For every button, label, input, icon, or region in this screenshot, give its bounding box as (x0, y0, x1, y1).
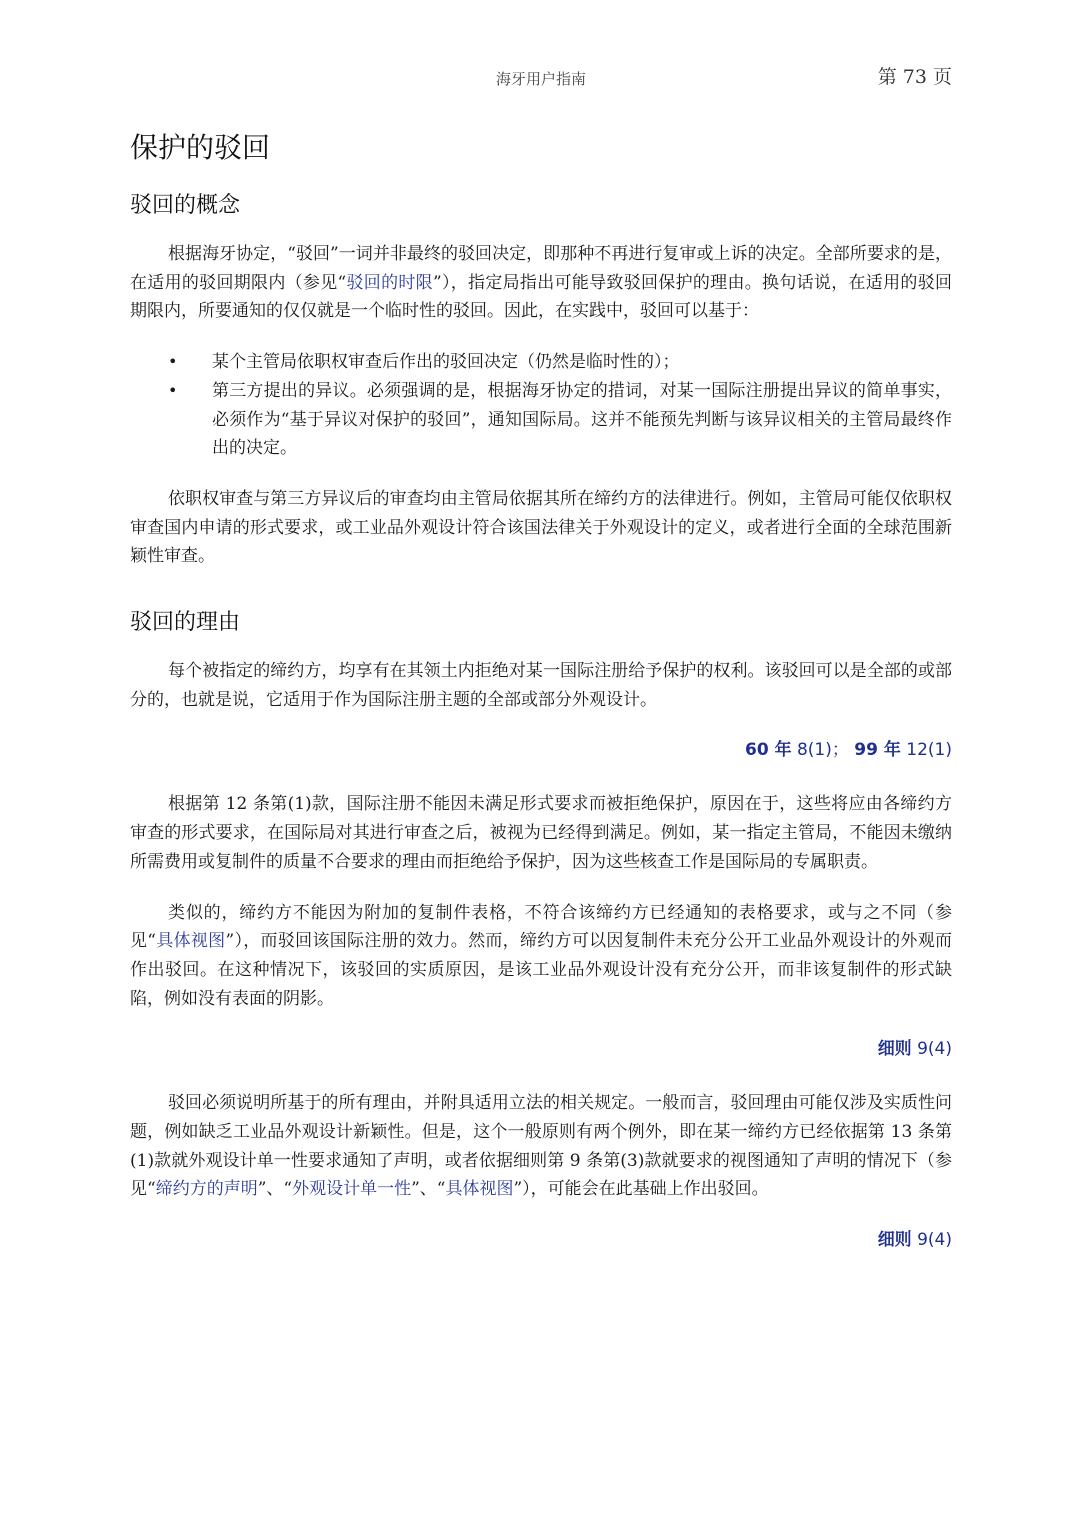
link-unity-of-design[interactable]: 外观设计单一性 (292, 1179, 412, 1200)
ref-text: 9(4) (911, 1230, 952, 1251)
link-declarations-by-contracting-parties[interactable]: 缔约方的声明 (155, 1179, 258, 1200)
grounds-paragraph-1: 每个被指定的缔约方，均享有在其领土内拒绝对某一国际注册给予保护的权利。该驳回可以是全部的或部分的，也就是说，它适用于作为国际注册主题的全部或部分外观设计。 (130, 661, 952, 710)
ref-bold: 细则 (877, 1039, 912, 1060)
list-item (130, 377, 952, 463)
text-run: ”），可能会在此基础上作出驳回。 (513, 1179, 769, 1200)
concept-heading: 驳回的概念 (130, 193, 241, 218)
bullet-icon: • (168, 352, 178, 372)
text-run: 根据海牙协定，“驳回”一词并非最终的驳回决定，即那种不再进行复审或上诉的决定。全部所要求的是，在适用的驳回期限内（参见“ (130, 244, 952, 293)
grounds-heading: 驳回的理由 (130, 610, 241, 636)
grounds-paragraph-3 (130, 899, 952, 1014)
page-content (130, 128, 952, 1280)
running-header (130, 62, 952, 92)
page-number: 第 73 页 (877, 66, 952, 88)
bullet-icon: • (168, 380, 178, 400)
ref-bold: 99 年 (854, 740, 901, 761)
ref-text: 9(4) (911, 1039, 952, 1060)
text-run: ”），指定局指出可能导致驳回保护的理由。换句话说，在适用的驳回期限内，所要通知的仅仅就是一个临时性的驳回。因此，在实践中，驳回可以基于： (130, 272, 952, 322)
text-run: 类似的，缔约方不能因为附加的复制件表格，不符合该缔约方已经通知的表格要求，或与之不同（参见“ (130, 902, 952, 952)
text-run: ”、“ (257, 1179, 293, 1200)
header-title: 海牙用户指南 (495, 70, 586, 88)
legal-reference-3 (130, 1226, 952, 1254)
ref-bold: 60 年 (745, 740, 792, 761)
link-specific-views[interactable]: 具体视图 (156, 931, 226, 952)
link-rejection-time-limit[interactable]: 驳回的时限 (346, 272, 433, 293)
concept-paragraph-2: 依职权审查与第三方异议后的审查均由主管局依据其所在缔约方的法律进行。例如，主管局可能仅依职权审查国内申请的形式要求，或工业品外观设计符合该国法律关于外观设计的定义，或者进行全面的全球范围新颖性审查。 (130, 488, 952, 567)
list-item-text: 某个主管局依职权审查后作出的驳回决定（仍然是临时性的）； (212, 352, 680, 373)
text-run: ”、“ (411, 1179, 446, 1200)
legal-reference-1 (130, 736, 952, 764)
list-item (130, 348, 952, 377)
rejection-basis-list (130, 348, 952, 463)
section-title: 保护的驳回 (130, 131, 271, 164)
ref-text: 8(1)； (791, 740, 849, 761)
text-run: 驳回必须说明所基于的所有理由，并附具适用立法的相关规定。一般而言，驳回理由可能仅涉及实质性问题，例如缺乏工业品外观设计新颖性。但是，这个一般原则有两个例外，即在某一缔约方已经依据第 13 条第(1)款就外观设计单一性要求通知了声明，或者依据细则第 9 条第(3)款就要求的视图通知了声明的情况下（参见“ (130, 1093, 952, 1200)
text-run: ”），而驳回该国际注册的效力。然而，缔约方可以因复制件未充分公开工业品外观设计的外观而作出驳回。在这种情况下，该驳回的实质原因，是该工业品外观设计没有充分公开，而非该复制件的形式缺陷，例如没有表面的阴影。 (130, 931, 952, 1009)
ref-bold: 细则 (877, 1230, 912, 1251)
concept-paragraph-1 (130, 240, 952, 326)
link-specific-views[interactable]: 具体视图 (445, 1179, 514, 1200)
list-item-text: 第三方提出的异议。必须强调的是，根据海牙协定的措词，对某一国际注册提出异议的简单事实，必须作为“基于异议对保护的驳回”，通知国际局。这并不能预先判断与该异议相关的主管局最终作出的决定。 (212, 380, 952, 459)
legal-reference-2 (130, 1035, 952, 1063)
grounds-paragraph-2: 根据第 12 条第(1)款，国际注册不能因未满足形式要求而被拒绝保护，原因在于，这些将应由各缔约方审查的形式要求，在国际局对其进行审查之后，被视为已经得到满足。例如，某一指定主管局，不能因未缴纳所需费用或复制件的质量不合要求的理由而拒绝给予保护，因为这些核查工作是国际局的专属职责。 (130, 794, 952, 872)
ref-text: 12(1) (900, 740, 952, 761)
grounds-paragraph-4 (130, 1089, 952, 1204)
